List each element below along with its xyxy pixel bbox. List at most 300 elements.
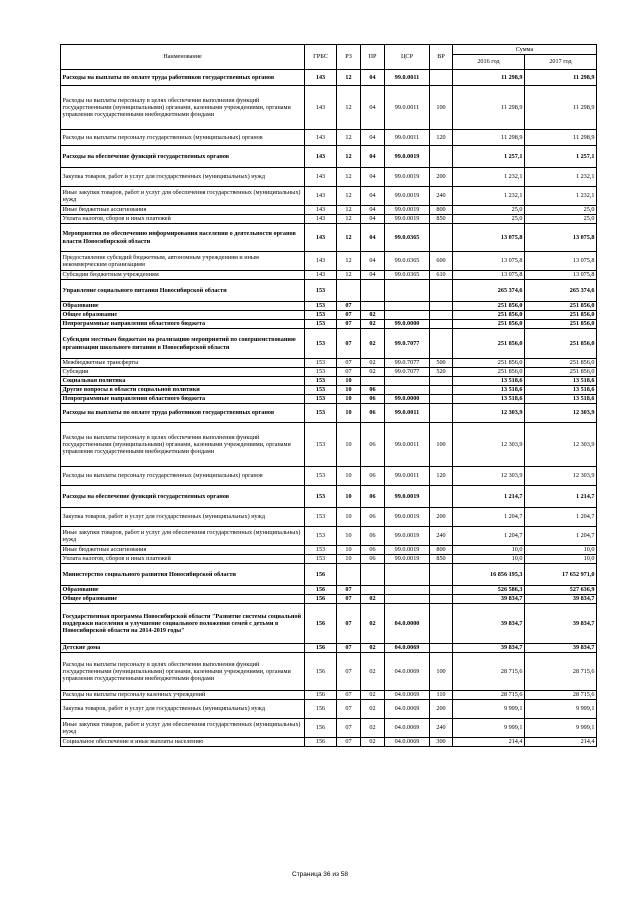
row-pr: 02: [361, 359, 385, 368]
row-vr: [430, 320, 453, 329]
row-csr: 99.0.0019: [385, 486, 430, 508]
row-rz: 10: [337, 423, 361, 467]
row-name: Общее образование: [61, 595, 305, 604]
row-sum-2017: 39 834,7: [525, 595, 597, 604]
table-row: [61, 215, 597, 224]
row-csr: [385, 280, 430, 302]
row-vr: 120: [430, 130, 453, 146]
row-name: Иные бюджетные ассигнования: [61, 206, 305, 215]
row-pr: 06: [361, 555, 385, 564]
table-row: [61, 280, 597, 302]
header-csr: ЦСР: [385, 45, 430, 70]
row-vr: 850: [430, 215, 453, 224]
row-sum-2016: 13 075,8: [453, 224, 525, 252]
row-grbs: 143: [305, 187, 337, 206]
row-rz: 07: [337, 359, 361, 368]
row-vr: [430, 486, 453, 508]
row-sum-2016: 39 834,7: [453, 595, 525, 604]
row-rz: 07: [337, 700, 361, 719]
table-row: [61, 70, 597, 86]
row-grbs: 143: [305, 206, 337, 215]
row-sum-2017: 25,0: [525, 215, 597, 224]
row-rz: 12: [337, 187, 361, 206]
row-name: Субсидии: [61, 368, 305, 377]
row-rz: 07: [337, 302, 361, 311]
row-grbs: 156: [305, 738, 337, 747]
row-sum-2017: 214,4: [525, 738, 597, 747]
row-rz: 10: [337, 486, 361, 508]
row-sum-2017: 10,0: [525, 555, 597, 564]
row-grbs: 153: [305, 320, 337, 329]
row-vr: [430, 280, 453, 302]
row-csr: [385, 595, 430, 604]
row-pr: 04: [361, 146, 385, 168]
row-pr: 06: [361, 404, 385, 423]
row-name: Непрограммные направления областного бюджета: [61, 320, 305, 329]
row-sum-2017: 1 257,1: [525, 146, 597, 168]
row-rz: 07: [337, 653, 361, 691]
row-grbs: 153: [305, 423, 337, 467]
table-row: [61, 719, 597, 738]
row-sum-2016: 1 204,7: [453, 527, 525, 546]
row-sum-2017: 25,0: [525, 206, 597, 215]
table-row: [61, 564, 597, 586]
row-name: Образование: [61, 302, 305, 311]
row-sum-2016: 526 586,3: [453, 586, 525, 595]
row-csr: 99.0.0019: [385, 527, 430, 546]
row-sum-2016: 12 303,9: [453, 467, 525, 486]
row-sum-2016: 251 856,0: [453, 320, 525, 329]
row-csr: 04.0.0069: [385, 738, 430, 747]
row-name: Министерство социального развития Новосибирской области: [61, 564, 305, 586]
row-name: Иные закупки товаров, работ и услуг для обеспечения государственных (муниципальных) нужд: [61, 187, 305, 206]
row-pr: 02: [361, 644, 385, 653]
row-pr: 04: [361, 187, 385, 206]
table-row: [61, 187, 597, 206]
table-row: [61, 302, 597, 311]
row-rz: 07: [337, 586, 361, 595]
row-csr: 04.0.0069: [385, 719, 430, 738]
row-rz: 10: [337, 527, 361, 546]
row-sum-2017: 13 075,8: [525, 252, 597, 271]
row-csr: 04.0.0069: [385, 653, 430, 691]
row-vr: 520: [430, 368, 453, 377]
row-sum-2016: 9 999,1: [453, 700, 525, 719]
row-vr: 240: [430, 187, 453, 206]
row-csr: 99.0.0019: [385, 555, 430, 564]
row-csr: 99.0.0365: [385, 252, 430, 271]
row-name: Государственная программа Новосибирской области "Развитие системы социальной поддержки населения и улучшение социального положения семей с детьми в Новосибирской области на 2014-2019 годы": [61, 604, 305, 644]
row-sum-2017: 1 204,7: [525, 527, 597, 546]
table-row: [61, 555, 597, 564]
row-name: Непрограммные направления областного бюджета: [61, 395, 305, 404]
row-csr: 99.0.0019: [385, 546, 430, 555]
row-csr: 04.0.0000: [385, 604, 430, 644]
row-grbs: 153: [305, 467, 337, 486]
row-sum-2016: 11 298,9: [453, 86, 525, 130]
row-rz: 10: [337, 404, 361, 423]
row-rz: 10: [337, 467, 361, 486]
table-row: [61, 146, 597, 168]
row-sum-2016: 25,0: [453, 206, 525, 215]
row-name: Расходы на выплаты по оплате труда работников государственных органов: [61, 404, 305, 423]
row-pr: 04: [361, 168, 385, 187]
row-grbs: 143: [305, 130, 337, 146]
row-name: Общее образование: [61, 311, 305, 320]
row-name: Управление социального питания Новосибирской области: [61, 280, 305, 302]
row-name: Образование: [61, 586, 305, 595]
row-sum-2017: 265 374,6: [525, 280, 597, 302]
row-csr: 99.0.0011: [385, 130, 430, 146]
row-vr: [430, 329, 453, 359]
row-vr: [430, 70, 453, 86]
row-grbs: 153: [305, 386, 337, 395]
table-row: [61, 252, 597, 271]
table-row: [61, 604, 597, 644]
row-pr: 04: [361, 215, 385, 224]
row-sum-2016: 10,0: [453, 546, 525, 555]
row-sum-2017: 13 518,6: [525, 395, 597, 404]
row-grbs: 153: [305, 486, 337, 508]
row-sum-2016: 28 715,6: [453, 653, 525, 691]
row-grbs: 153: [305, 527, 337, 546]
table-body: [61, 70, 597, 747]
row-pr: [361, 586, 385, 595]
table-row: [61, 595, 597, 604]
row-vr: 200: [430, 168, 453, 187]
row-grbs: 153: [305, 377, 337, 386]
row-name: Расходы на выплаты персоналу в целях обеспечения выполнения функций государственными (муниципальными) органами, казенными учреждениями, органами управления государственными внебюджетными фондами: [61, 423, 305, 467]
row-name: Другие вопросы в области социальной политики: [61, 386, 305, 395]
row-csr: [385, 377, 430, 386]
row-pr: 06: [361, 546, 385, 555]
row-sum-2017: 1 204,7: [525, 508, 597, 527]
row-name: Социальное обеспечение и иные выплаты населению: [61, 738, 305, 747]
row-vr: [430, 311, 453, 320]
row-name: Расходы на обеспечение функций государственных органов: [61, 486, 305, 508]
row-vr: 610: [430, 271, 453, 280]
row-sum-2017: 13 518,6: [525, 386, 597, 395]
row-grbs: 156: [305, 644, 337, 653]
row-sum-2017: 12 303,9: [525, 423, 597, 467]
row-sum-2017: 11 298,9: [525, 86, 597, 130]
row-rz: 07: [337, 604, 361, 644]
row-rz: 10: [337, 546, 361, 555]
row-csr: 99.0.7077: [385, 368, 430, 377]
row-sum-2017: 251 856,0: [525, 302, 597, 311]
row-rz: 07: [337, 644, 361, 653]
row-sum-2017: 39 834,7: [525, 604, 597, 644]
row-csr: 99.0.0019: [385, 215, 430, 224]
table-row: [61, 644, 597, 653]
row-sum-2016: 13 518,6: [453, 395, 525, 404]
row-name: Субсидии бюджетным учреждениям: [61, 271, 305, 280]
row-sum-2016: 39 834,7: [453, 604, 525, 644]
row-pr: 04: [361, 86, 385, 130]
row-sum-2017: 11 298,9: [525, 130, 597, 146]
row-pr: 02: [361, 329, 385, 359]
row-vr: 500: [430, 359, 453, 368]
row-csr: 99.0.0365: [385, 224, 430, 252]
table-row: [61, 320, 597, 329]
row-sum-2016: 10,0: [453, 555, 525, 564]
table-row: [61, 404, 597, 423]
row-pr: 06: [361, 508, 385, 527]
row-grbs: 153: [305, 546, 337, 555]
row-csr: 99.0.0019: [385, 146, 430, 168]
row-sum-2017: 28 715,6: [525, 691, 597, 700]
row-name: Закупка товаров, работ и услуг для государственных (муниципальных) нужд: [61, 168, 305, 187]
row-vr: [430, 604, 453, 644]
row-grbs: 156: [305, 700, 337, 719]
row-vr: [430, 377, 453, 386]
row-csr: [385, 564, 430, 586]
row-sum-2017: 251 856,0: [525, 311, 597, 320]
row-rz: 07: [337, 738, 361, 747]
row-rz: 10: [337, 508, 361, 527]
row-sum-2016: 1 257,1: [453, 146, 525, 168]
row-vr: [430, 395, 453, 404]
row-sum-2016: 13 518,6: [453, 377, 525, 386]
row-sum-2017: 1 232,1: [525, 168, 597, 187]
row-name: Детские дома: [61, 644, 305, 653]
row-vr: 120: [430, 467, 453, 486]
row-name: Предоставление субсидий бюджетным, автономным учреждениям и иным некоммерческим организациям: [61, 252, 305, 271]
row-rz: 12: [337, 86, 361, 130]
row-pr: [361, 377, 385, 386]
row-name: Социальная политика: [61, 377, 305, 386]
row-pr: 02: [361, 653, 385, 691]
row-csr: 99.0.0000: [385, 320, 430, 329]
row-name: Расходы на выплаты персоналу государственных (муниципальных) органов: [61, 130, 305, 146]
table-header: [61, 45, 597, 70]
row-vr: 300: [430, 738, 453, 747]
row-csr: [385, 586, 430, 595]
row-sum-2017: 12 303,9: [525, 404, 597, 423]
row-grbs: 143: [305, 252, 337, 271]
table-row: [61, 86, 597, 130]
table-row: [61, 311, 597, 320]
row-name: Субсидии местным бюджетам на реализацию мероприятий по совершенствованию организации школьного питания в Новосибирской области: [61, 329, 305, 359]
row-grbs: 143: [305, 224, 337, 252]
row-sum-2016: 13 075,8: [453, 271, 525, 280]
table-row: [61, 586, 597, 595]
row-rz: 07: [337, 691, 361, 700]
row-grbs: 143: [305, 146, 337, 168]
row-pr: 02: [361, 738, 385, 747]
row-grbs: 156: [305, 604, 337, 644]
table-row: [61, 395, 597, 404]
table-row: [61, 546, 597, 555]
row-csr: 99.0.7077: [385, 329, 430, 359]
row-pr: 02: [361, 311, 385, 320]
row-sum-2016: 39 834,7: [453, 644, 525, 653]
row-sum-2017: 39 834,7: [525, 644, 597, 653]
row-grbs: 156: [305, 719, 337, 738]
row-pr: [361, 564, 385, 586]
row-vr: 100: [430, 423, 453, 467]
row-grbs: 153: [305, 311, 337, 320]
row-name: Расходы на выплаты персоналу в целях обеспечения выполнения функций государственными (муниципальными) органами, казенными учреждениями, органами управления государственными внебюджетными фондами: [61, 653, 305, 691]
row-rz: [337, 280, 361, 302]
row-pr: 04: [361, 252, 385, 271]
row-rz: 12: [337, 224, 361, 252]
table-row: [61, 738, 597, 747]
row-grbs: 143: [305, 271, 337, 280]
row-vr: [430, 146, 453, 168]
row-pr: 06: [361, 395, 385, 404]
table-row: [61, 653, 597, 691]
row-rz: 12: [337, 252, 361, 271]
row-sum-2017: 9 999,1: [525, 700, 597, 719]
header-pr: ПР: [361, 45, 385, 70]
row-sum-2016: 251 856,0: [453, 368, 525, 377]
row-csr: 04.0.0069: [385, 700, 430, 719]
row-rz: 07: [337, 329, 361, 359]
row-rz: [337, 564, 361, 586]
row-name: Уплата налогов, сборов и иных платежей: [61, 215, 305, 224]
row-rz: 12: [337, 206, 361, 215]
row-vr: 240: [430, 719, 453, 738]
row-grbs: 153: [305, 368, 337, 377]
row-csr: 99.0.7077: [385, 359, 430, 368]
row-sum-2017: 527 636,9: [525, 586, 597, 595]
row-pr: 02: [361, 368, 385, 377]
row-vr: [430, 224, 453, 252]
row-pr: 06: [361, 486, 385, 508]
row-grbs: 153: [305, 395, 337, 404]
row-grbs: 156: [305, 564, 337, 586]
row-vr: 110: [430, 691, 453, 700]
row-sum-2017: 251 856,0: [525, 329, 597, 359]
row-rz: 12: [337, 168, 361, 187]
row-pr: 04: [361, 224, 385, 252]
row-vr: 200: [430, 508, 453, 527]
row-vr: [430, 404, 453, 423]
row-name: Иные бюджетные ассигнования: [61, 546, 305, 555]
row-csr: 99.0.0011: [385, 467, 430, 486]
row-name: Расходы на выплаты по оплате труда работников государственных органов: [61, 70, 305, 86]
row-csr: 04.0.0069: [385, 644, 430, 653]
row-sum-2016: 11 298,9: [453, 70, 525, 86]
row-vr: [430, 595, 453, 604]
row-pr: [361, 280, 385, 302]
row-sum-2016: 12 303,9: [453, 404, 525, 423]
row-pr: 02: [361, 320, 385, 329]
table-row: [61, 423, 597, 467]
row-csr: 99.0.0000: [385, 395, 430, 404]
row-vr: 240: [430, 527, 453, 546]
header-vr: ВР: [430, 45, 453, 70]
table-row: [61, 224, 597, 252]
header-2017: 2017 год: [525, 55, 597, 70]
row-csr: 99.0.0011: [385, 86, 430, 130]
row-vr: [430, 386, 453, 395]
table-row: [61, 368, 597, 377]
table-row: [61, 467, 597, 486]
row-grbs: 153: [305, 302, 337, 311]
table-row: [61, 271, 597, 280]
row-rz: 10: [337, 377, 361, 386]
row-sum-2016: 16 856 195,3: [453, 564, 525, 586]
row-name: Межбюджетные трансферты: [61, 359, 305, 368]
row-vr: [430, 586, 453, 595]
row-sum-2017: 1 214,7: [525, 486, 597, 508]
row-name: Закупка товаров, работ и услуг для государственных (муниципальных) нужд: [61, 700, 305, 719]
row-sum-2017: 1 232,1: [525, 187, 597, 206]
row-pr: 06: [361, 467, 385, 486]
row-sum-2016: 251 856,0: [453, 302, 525, 311]
row-pr: 02: [361, 604, 385, 644]
row-rz: 10: [337, 386, 361, 395]
row-sum-2017: 11 298,9: [525, 70, 597, 86]
table-row: [61, 130, 597, 146]
row-csr: 99.0.0019: [385, 187, 430, 206]
row-grbs: 156: [305, 595, 337, 604]
row-name: Расходы на выплаты персоналу в целях обеспечения выполнения функций государственными (муниципальными) органами, казенными учреждениями, органами управления государственными внебюджетными фондами: [61, 86, 305, 130]
row-pr: 02: [361, 719, 385, 738]
row-name: Закупка товаров, работ и услуг для государственных (муниципальных) нужд: [61, 508, 305, 527]
row-sum-2017: 10,0: [525, 546, 597, 555]
row-rz: 12: [337, 271, 361, 280]
table-row: [61, 377, 597, 386]
table-row: [61, 168, 597, 187]
row-vr: 800: [430, 546, 453, 555]
table-row: [61, 527, 597, 546]
row-vr: 100: [430, 86, 453, 130]
row-csr: 99.0.0011: [385, 423, 430, 467]
table-row: [61, 329, 597, 359]
row-pr: 06: [361, 423, 385, 467]
budget-table-sheet: [60, 44, 596, 747]
row-csr: [385, 302, 430, 311]
row-pr: 02: [361, 595, 385, 604]
row-pr: 04: [361, 130, 385, 146]
row-sum-2016: 12 303,9: [453, 423, 525, 467]
row-vr: 100: [430, 653, 453, 691]
row-grbs: 156: [305, 691, 337, 700]
row-grbs: 153: [305, 359, 337, 368]
row-grbs: 153: [305, 508, 337, 527]
row-sum-2017: 13 075,8: [525, 271, 597, 280]
row-rz: 07: [337, 595, 361, 604]
header-grbs: ГРБС: [305, 45, 337, 70]
row-sum-2016: 251 856,0: [453, 311, 525, 320]
row-rz: 12: [337, 70, 361, 86]
row-csr: 99.0.0019: [385, 508, 430, 527]
row-grbs: 143: [305, 70, 337, 86]
row-rz: 10: [337, 555, 361, 564]
row-name: Уплата налогов, сборов и иных платежей: [61, 555, 305, 564]
row-rz: 07: [337, 719, 361, 738]
row-grbs: 156: [305, 586, 337, 595]
row-name: Мероприятия по обеспечению информирования населения о деятельности органов власти Новосибирской области: [61, 224, 305, 252]
row-rz: 10: [337, 395, 361, 404]
row-sum-2017: 12 303,9: [525, 467, 597, 486]
row-sum-2016: 1 232,1: [453, 168, 525, 187]
row-vr: [430, 302, 453, 311]
row-csr: [385, 386, 430, 395]
row-csr: 99.0.0019: [385, 168, 430, 187]
row-rz: 12: [337, 215, 361, 224]
row-pr: 04: [361, 206, 385, 215]
row-pr: 06: [361, 386, 385, 395]
row-sum-2017: 251 856,0: [525, 320, 597, 329]
row-pr: 06: [361, 527, 385, 546]
row-sum-2016: 13 075,8: [453, 252, 525, 271]
table-row: [61, 359, 597, 368]
row-sum-2016: 1 232,1: [453, 187, 525, 206]
